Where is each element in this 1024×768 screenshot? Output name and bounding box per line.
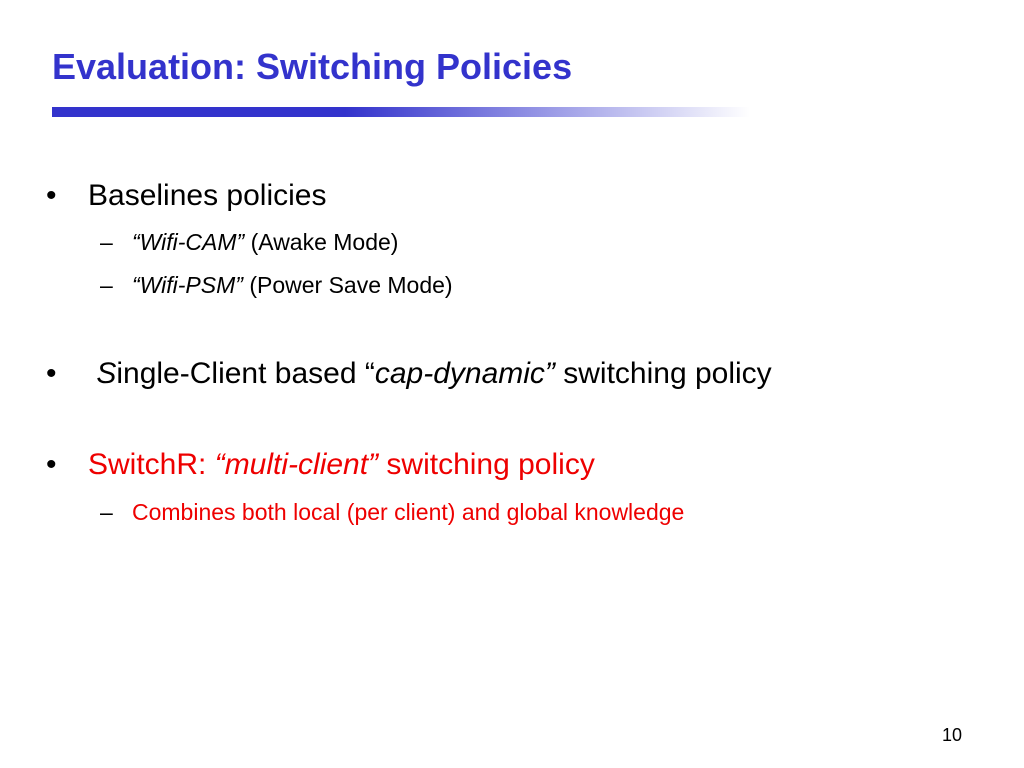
bullet-baselines [46, 178, 326, 214]
bullet-italic-term: “multi-client” [214, 448, 379, 481]
bullet-switchr [46, 447, 595, 483]
bullet-text-part-b: switching policy [554, 357, 772, 390]
bullet-dot: • [46, 448, 57, 481]
sub-bullet-italic: “Wifi-PSM” [132, 272, 243, 298]
page-number: 10 [941, 725, 962, 745]
sub-bullet-italic: “Wifi-CAM” [132, 229, 245, 255]
bullet-text-part-a: ingle-Client based “ [116, 357, 375, 390]
bullet-dot: • [46, 179, 57, 212]
sub-bullet-combines [100, 499, 684, 527]
sub-bullet-text: (Awake Mode) [244, 229, 399, 255]
title-underline-bar [52, 107, 750, 117]
slide-title: Evaluation: Switching Policies [52, 46, 573, 87]
dash-mark: – [100, 272, 113, 298]
bullet-initial-letter: S [96, 357, 117, 390]
sub-bullet-wifi-cam [100, 229, 398, 257]
bullet-italic-term: cap-dynamic” [374, 357, 555, 390]
dash-mark: – [100, 499, 113, 525]
sub-bullet-text: Combines both local (per client) and global knowledge [132, 499, 685, 525]
dash-mark: – [100, 229, 113, 255]
bullet-text-part-a: SwitchR: [88, 448, 215, 481]
sub-bullet-text: (Power Save Mode) [242, 272, 453, 298]
bullet-text-part-b: switching policy [378, 448, 595, 481]
bullet-single-client [46, 356, 772, 392]
sub-bullet-wifi-psm [100, 272, 453, 300]
bullet-dot: • [46, 357, 57, 390]
bullet-text: Baselines policies [88, 179, 327, 212]
